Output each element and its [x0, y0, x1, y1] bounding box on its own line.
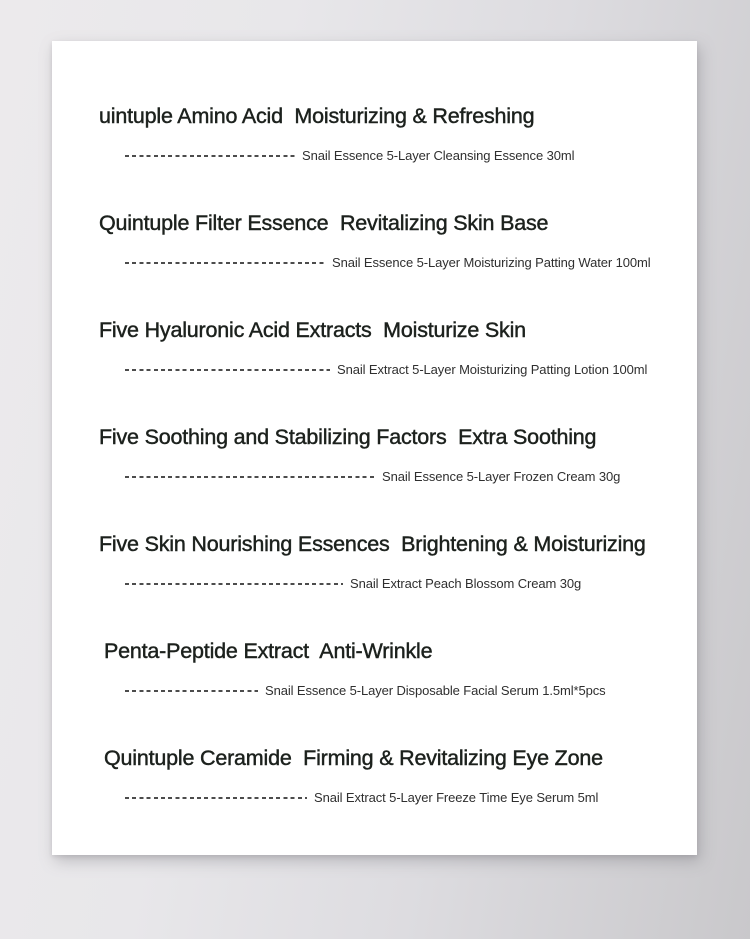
leader-dash-line: [125, 690, 258, 692]
leader-dash-line: [125, 476, 375, 478]
feature-section: [52, 210, 697, 270]
feature-subtitle: Snail Essence 5-Layer Frozen Cream 30g: [382, 468, 621, 484]
feature-title: Five Skin Nourishing Essences Brightening & Moisturizing: [99, 532, 646, 556]
leader-dash-line: [125, 583, 343, 585]
feature-sub-row: [125, 147, 697, 163]
feature-sub-row: [125, 789, 697, 805]
feature-section: [52, 638, 697, 698]
feature-sub-row: [125, 361, 697, 377]
leader-dash-line: [125, 155, 295, 157]
feature-title: Five Soothing and Stabilizing Factors Extra Soothing: [99, 425, 597, 449]
feature-subtitle: Snail Extract 5-Layer Freeze Time Eye Serum 5ml: [314, 789, 599, 805]
leader-dash-line: [125, 797, 307, 799]
feature-section: [52, 745, 697, 805]
feature-title: Quintuple Filter Essence Revitalizing Skin Base: [99, 211, 549, 235]
feature-sub-row: [125, 254, 697, 270]
product-features-card: [52, 41, 697, 855]
feature-title: Penta-Peptide Extract Anti-Wrinkle: [104, 639, 433, 663]
feature-section: [52, 531, 697, 591]
feature-subtitle: Snail Essence 5-Layer Moisturizing Patting Water 100ml: [332, 254, 651, 270]
feature-title: Five Hyaluronic Acid Extracts Moisturize Skin: [99, 318, 526, 342]
feature-subtitle: Snail Extract Peach Blossom Cream 30g: [350, 575, 582, 591]
feature-title: uintuple Amino Acid Moisturizing & Refreshing: [99, 104, 535, 128]
feature-title: Quintuple Ceramide Firming & Revitalizing Eye Zone: [104, 746, 603, 770]
feature-section: [52, 317, 697, 377]
feature-subtitle: Snail Essence 5-Layer Cleansing Essence 30ml: [302, 147, 575, 163]
feature-section: [52, 103, 697, 163]
feature-section: [52, 424, 697, 484]
feature-sub-row: [125, 575, 697, 591]
leader-dash-line: [125, 369, 330, 371]
feature-sub-row: [125, 682, 697, 698]
feature-subtitle: Snail Essence 5-Layer Disposable Facial Serum 1.5ml*5pcs: [265, 682, 606, 698]
feature-sub-row: [125, 468, 697, 484]
feature-subtitle: Snail Extract 5-Layer Moisturizing Patting Lotion 100ml: [337, 361, 648, 377]
leader-dash-line: [125, 262, 325, 264]
